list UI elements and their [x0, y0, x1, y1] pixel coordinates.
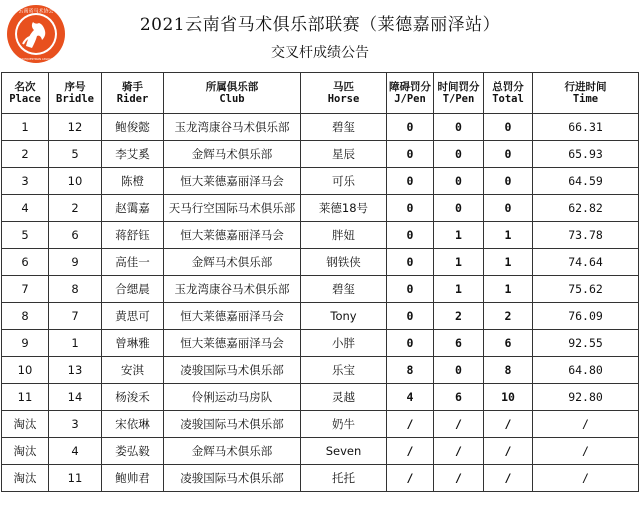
table-row [2, 438, 639, 465]
cell-time: 64.80 [533, 357, 639, 384]
cell-club: 玉龙湾康谷马术俱乐部 [164, 276, 301, 303]
cell-bridle: 14 [49, 384, 102, 411]
cell-total: 6 [484, 330, 533, 357]
cell-jump-penalty: 0 [387, 114, 434, 141]
column-header-label-en: J/Pen [394, 93, 426, 105]
cell-bridle: 1 [49, 330, 102, 357]
cell-time: / [533, 411, 639, 438]
cell-total: 1 [484, 222, 533, 249]
cell-total: 0 [484, 141, 533, 168]
column-header-label-zh: 行进时间 [564, 81, 607, 93]
table-row [2, 249, 639, 276]
cell-jump-penalty: 4 [387, 384, 434, 411]
cell-time-penalty: / [434, 411, 484, 438]
cell-place: 3 [2, 168, 49, 195]
cell-place: 11 [2, 384, 49, 411]
column-header-rider [102, 73, 164, 114]
column-header-label-en: Rider [116, 93, 149, 105]
cell-horse: Seven [301, 438, 387, 465]
cell-club: 玉龙湾康谷马术俱乐部 [164, 114, 301, 141]
cell-rider: 高佳一 [102, 249, 164, 276]
cell-jump-penalty: 0 [387, 168, 434, 195]
cell-club: 凌骏国际马术俱乐部 [164, 357, 301, 384]
cell-horse: 托托 [301, 465, 387, 492]
cell-time: 66.31 [533, 114, 639, 141]
table-row [2, 357, 639, 384]
column-header-label-en: Time [572, 93, 599, 105]
cell-rider: 曾琳雅 [102, 330, 164, 357]
cell-club: 恒大莱德嘉丽泽马会 [164, 168, 301, 195]
cell-horse: 小胖 [301, 330, 387, 357]
cell-horse: 灵越 [301, 384, 387, 411]
cell-bridle: 2 [49, 195, 102, 222]
cell-club: 金辉马术俱乐部 [164, 438, 301, 465]
column-header-bridle [49, 73, 102, 114]
cell-time: 62.82 [533, 195, 639, 222]
table-header-row [2, 73, 639, 114]
column-header-label-zh: 障碍罚分 [389, 81, 431, 93]
cell-horse: 乐宝 [301, 357, 387, 384]
cell-club: 恒大莱德嘉丽泽马会 [164, 330, 301, 357]
cell-horse: 胖妞 [301, 222, 387, 249]
cell-place: 10 [2, 357, 49, 384]
cell-time: 92.80 [533, 384, 639, 411]
column-header-label-en: Total [492, 93, 524, 105]
cell-rider: 安淇 [102, 357, 164, 384]
cell-total: / [484, 465, 533, 492]
cell-time-penalty: 1 [434, 222, 484, 249]
cell-jump-penalty: / [387, 465, 434, 492]
cell-bridle: 8 [49, 276, 102, 303]
cell-total: 0 [484, 168, 533, 195]
cell-place: 淘汰 [2, 411, 49, 438]
column-header-label-en: Club [219, 93, 245, 105]
table-row [2, 303, 639, 330]
column-header-label-zh: 马匹 [333, 81, 354, 93]
column-header-horse [301, 73, 387, 114]
cell-rider: 宋依琳 [102, 411, 164, 438]
cell-bridle: 5 [49, 141, 102, 168]
cell-time: 64.59 [533, 168, 639, 195]
cell-rider: 合缌晨 [102, 276, 164, 303]
column-header-label-zh: 时间罚分 [437, 81, 480, 93]
cell-jump-penalty: 0 [387, 303, 434, 330]
table-row [2, 276, 639, 303]
cell-bridle: 9 [49, 249, 102, 276]
cell-time-penalty: / [434, 438, 484, 465]
cell-time-penalty: 0 [434, 357, 484, 384]
cell-jump-penalty: 0 [387, 330, 434, 357]
cell-bridle: 13 [49, 357, 102, 384]
cell-rider: 陈橙 [102, 168, 164, 195]
column-header-label-en: Horse [327, 93, 360, 105]
table-row [2, 168, 639, 195]
cell-rider: 杨浚禾 [102, 384, 164, 411]
cell-bridle: 10 [49, 168, 102, 195]
cell-total: 0 [484, 114, 533, 141]
column-header-place [2, 73, 49, 114]
cell-time: 73.78 [533, 222, 639, 249]
cell-total: 0 [484, 195, 533, 222]
cell-jump-penalty: 0 [387, 249, 434, 276]
table-row [2, 384, 639, 411]
cell-horse: 钢铁侠 [301, 249, 387, 276]
cell-time-penalty: 1 [434, 249, 484, 276]
logo-text: 云南省马术协会 [18, 8, 54, 15]
cell-place: 7 [2, 276, 49, 303]
column-header-time [533, 73, 639, 114]
column-header-label-zh: 所属俱乐部 [205, 81, 259, 93]
page-subtitle: 交叉杆成绩公告 [271, 45, 369, 61]
cell-rider: 娄弘毅 [102, 438, 164, 465]
cell-bridle: 4 [49, 438, 102, 465]
cell-place: 8 [2, 303, 49, 330]
cell-horse: 奶牛 [301, 411, 387, 438]
cell-time-penalty: 1 [434, 276, 484, 303]
column-header-jump-penalty [387, 73, 434, 114]
cell-jump-penalty: 0 [387, 222, 434, 249]
column-header-time-penalty [434, 73, 484, 114]
cell-rider: 李艾奚 [102, 141, 164, 168]
cell-horse: Tony [301, 303, 387, 330]
cell-place: 9 [2, 330, 49, 357]
table-row [2, 411, 639, 438]
cell-time-penalty: 6 [434, 384, 484, 411]
results-table [1, 72, 639, 492]
column-header-label-en: T/Pen [442, 93, 475, 105]
cell-place: 1 [2, 114, 49, 141]
cell-horse: 莱德18号 [301, 195, 387, 222]
cell-total: 1 [484, 276, 533, 303]
cell-rider: 鲍帅君 [102, 465, 164, 492]
cell-time: 65.93 [533, 141, 639, 168]
cell-jump-penalty: / [387, 411, 434, 438]
cell-rider: 鲍俊懿 [102, 114, 164, 141]
cell-rider: 黄思可 [102, 303, 164, 330]
cell-place: 4 [2, 195, 49, 222]
cell-jump-penalty: 0 [387, 141, 434, 168]
cell-club: 恒大莱德嘉丽泽马会 [164, 303, 301, 330]
cell-time-penalty: 0 [434, 168, 484, 195]
cell-club: 天马行空国际马术俱乐部 [164, 195, 301, 222]
cell-jump-penalty: 0 [387, 276, 434, 303]
cell-time: 75.62 [533, 276, 639, 303]
cell-jump-penalty: 8 [387, 357, 434, 384]
cell-club: 金辉马术俱乐部 [164, 141, 301, 168]
column-header-label-zh: 名次 [14, 81, 36, 93]
cell-time-penalty: 2 [434, 303, 484, 330]
cell-place: 淘汰 [2, 465, 49, 492]
cell-time-penalty: 0 [434, 141, 484, 168]
cell-place: 淘汰 [2, 438, 49, 465]
cell-horse: 碧玺 [301, 114, 387, 141]
cell-total: 8 [484, 357, 533, 384]
table-row [2, 330, 639, 357]
cell-club: 恒大莱德嘉丽泽马会 [164, 222, 301, 249]
table-row [2, 141, 639, 168]
cell-horse: 可乐 [301, 168, 387, 195]
column-header-club [164, 73, 301, 114]
cell-time-penalty: 6 [434, 330, 484, 357]
cell-jump-penalty: 0 [387, 195, 434, 222]
page-header [0, 0, 640, 68]
cell-club: 凌骏国际马术俱乐部 [164, 411, 301, 438]
cell-time-penalty: / [434, 465, 484, 492]
table-row [2, 465, 639, 492]
column-header-label-zh: 骑手 [122, 81, 143, 93]
logo-subtext: YUNNAN EQUESTRIAN ASSOCIATION [12, 58, 60, 61]
cell-total: 1 [484, 249, 533, 276]
cell-club: 凌骏国际马术俱乐部 [164, 465, 301, 492]
results-body [2, 114, 639, 492]
cell-bridle: 12 [49, 114, 102, 141]
column-header-label-zh: 序号 [64, 81, 86, 93]
table-row [2, 195, 639, 222]
cell-place: 2 [2, 141, 49, 168]
cell-time: / [533, 438, 639, 465]
column-header-total [484, 73, 533, 114]
cell-time: 74.64 [533, 249, 639, 276]
cell-total: 2 [484, 303, 533, 330]
cell-total: / [484, 438, 533, 465]
cell-horse: 碧玺 [301, 276, 387, 303]
cell-club: 伶俐运动马房队 [164, 384, 301, 411]
cell-rider: 赵霭嘉 [102, 195, 164, 222]
cell-rider: 蒋舒钰 [102, 222, 164, 249]
page-title: 2021云南省马术俱乐部联赛（莱德嘉丽泽站） [139, 15, 501, 35]
cell-bridle: 3 [49, 411, 102, 438]
column-header-label-en: Bridle [56, 93, 94, 105]
cell-time: 76.09 [533, 303, 639, 330]
cell-total: 10 [484, 384, 533, 411]
cell-time: / [533, 465, 639, 492]
cell-time-penalty: 0 [434, 114, 484, 141]
column-header-label-en: Place [9, 93, 41, 105]
table-row [2, 114, 639, 141]
cell-bridle: 6 [49, 222, 102, 249]
cell-place: 5 [2, 222, 49, 249]
cell-horse: 星辰 [301, 141, 387, 168]
cell-place: 6 [2, 249, 49, 276]
cell-club: 金辉马术俱乐部 [164, 249, 301, 276]
cell-time: 92.55 [533, 330, 639, 357]
cell-time-penalty: 0 [434, 195, 484, 222]
column-header-label-zh: 总罚分 [492, 81, 524, 93]
cell-bridle: 7 [49, 303, 102, 330]
cell-jump-penalty: / [387, 438, 434, 465]
table-row [2, 222, 639, 249]
cell-total: / [484, 411, 533, 438]
cell-bridle: 11 [49, 465, 102, 492]
